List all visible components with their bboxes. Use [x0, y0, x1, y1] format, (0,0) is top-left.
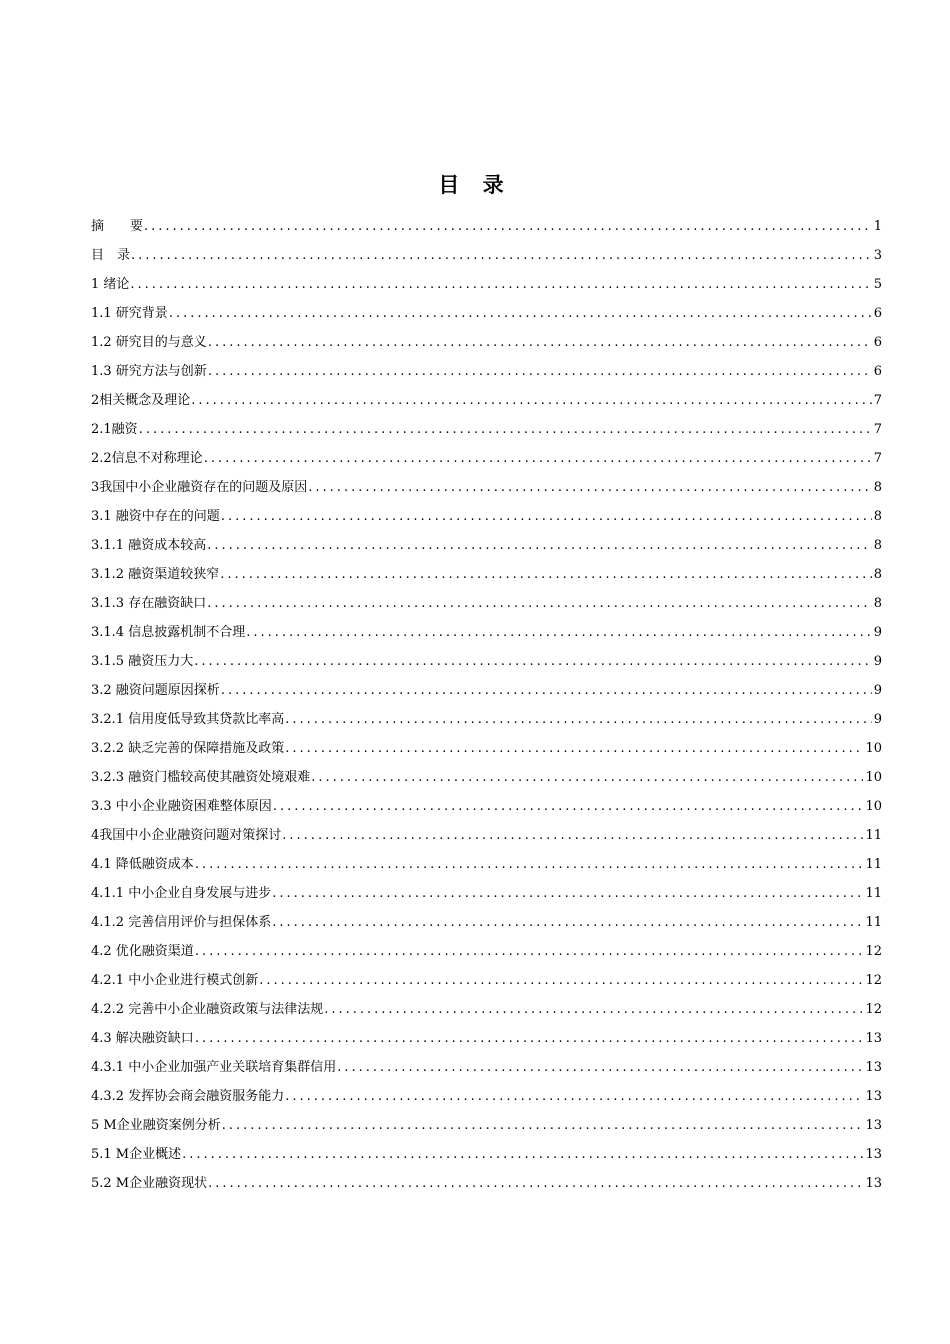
toc-entry-page-number: 13: [865, 1118, 882, 1133]
toc-dot-leader: [282, 821, 863, 850]
toc-dot-leader: [208, 1169, 863, 1198]
toc-entry-page-number: 10: [865, 770, 882, 785]
toc-entry-page-number: 10: [865, 741, 882, 756]
toc-dot-leader: [273, 792, 864, 821]
toc-entry-page-number: 8: [873, 480, 882, 495]
toc-entry[interactable]: [91, 328, 882, 357]
toc-dot-leader: [130, 270, 871, 299]
toc-entry[interactable]: [91, 966, 882, 995]
toc-dot-leader: [324, 995, 863, 1024]
toc-entry[interactable]: [91, 212, 882, 241]
toc-entry-page-number: 13: [865, 1176, 882, 1191]
toc-entry-label: 摘 要: [91, 219, 144, 234]
toc-entry[interactable]: [91, 734, 882, 763]
toc-entry-label: 4.1.1 中小企业自身发展与进步: [91, 886, 272, 901]
toc-entry-page-number: 8: [873, 567, 882, 582]
toc-entry-label: 3.1.3 存在融资缺口: [91, 596, 207, 611]
toc-entry[interactable]: [91, 1140, 882, 1169]
toc-entry-label: 3.1.1 融资成本较高: [91, 538, 207, 553]
toc-entry-label: 2.2信息不对称理论: [91, 451, 203, 466]
toc-dot-leader: [144, 212, 872, 241]
toc-entry-label: 3.2.3 融资门槛较高使其融资处境艰难: [91, 770, 311, 785]
toc-entry-page-number: 12: [865, 944, 882, 959]
toc-dot-leader: [207, 531, 872, 560]
toc-entry-page-number: 5: [873, 277, 882, 292]
toc-dot-leader: [272, 908, 863, 937]
toc-dot-leader: [169, 299, 872, 328]
toc-dot-leader: [337, 1053, 863, 1082]
toc-dot-leader: [207, 589, 872, 618]
toc-entry-page-number: 8: [873, 596, 882, 611]
toc-entry-page-number: 9: [873, 683, 882, 698]
toc-entry-label: 4.1 降低融资成本: [91, 857, 194, 872]
toc-entry-label: 5.2 M企业融资现状: [91, 1176, 208, 1191]
toc-entry[interactable]: [91, 589, 882, 618]
toc-dot-leader: [222, 1111, 864, 1140]
toc-dot-leader: [259, 966, 863, 995]
toc-entry-page-number: 6: [873, 364, 882, 379]
toc-dot-leader: [221, 676, 872, 705]
toc-entry[interactable]: [91, 647, 882, 676]
toc-dot-leader: [285, 705, 872, 734]
toc-dot-leader: [204, 444, 872, 473]
toc-entry-page-number: 7: [873, 393, 882, 408]
toc-entry[interactable]: [91, 705, 882, 734]
toc-entry-page-number: 12: [865, 973, 882, 988]
toc-entry-label: 3我国中小企业融资存在的问题及原因: [91, 480, 308, 495]
toc-entry-label: 2.1融资: [91, 422, 138, 437]
toc-entry-label: 1.3 研究方法与创新: [91, 364, 207, 379]
toc-entry-label: 4.2.2 完善中小企业融资政策与法律法规: [91, 1002, 324, 1017]
toc-entry[interactable]: [91, 937, 882, 966]
toc-dot-leader: [208, 328, 872, 357]
toc-entry-page-number: 12: [865, 1002, 882, 1017]
toc-entry-page-number: 13: [865, 1089, 882, 1104]
toc-entry[interactable]: [91, 850, 882, 879]
toc-entry[interactable]: [91, 1024, 882, 1053]
toc-entry-label: 5.1 M企业概述: [91, 1147, 182, 1162]
toc-entry[interactable]: [91, 531, 882, 560]
toc-entry[interactable]: [91, 386, 882, 415]
toc-entry-page-number: 9: [873, 712, 882, 727]
toc-entry-label: 3.2 融资问题原因探析: [91, 683, 220, 698]
toc-entry-page-number: 11: [865, 915, 882, 930]
toc-entry-label: 4.3.2 发挥协会商会融资服务能力: [91, 1089, 285, 1104]
toc-entry-label: 3.3 中小企业融资困难整体原因: [91, 799, 272, 814]
toc-dot-leader: [191, 386, 871, 415]
toc-entry-label: 3.2.2 缺乏完善的保障措施及政策: [91, 741, 285, 756]
toc-dot-leader: [139, 415, 872, 444]
toc-dot-leader: [272, 879, 863, 908]
toc-entry-label: 3.1 融资中存在的问题: [91, 509, 220, 524]
toc-entry-label: 3.1.5 融资压力大: [91, 654, 194, 669]
toc-dot-leader: [308, 473, 871, 502]
toc-entry-label: 2相关概念及理论: [91, 393, 191, 408]
toc-entry[interactable]: [91, 241, 882, 270]
toc-entry[interactable]: [91, 357, 882, 386]
toc-entry-page-number: 6: [873, 335, 882, 350]
toc-entry-page-number: 7: [873, 451, 882, 466]
toc-entry[interactable]: [91, 270, 882, 299]
toc-entry[interactable]: [91, 1053, 882, 1082]
toc-dot-leader: [195, 937, 864, 966]
toc-entry[interactable]: [91, 473, 882, 502]
toc-entry-label: 3.1.4 信息披露机制不合理: [91, 625, 246, 640]
toc-entry[interactable]: [91, 792, 882, 821]
toc-entry-page-number: 11: [865, 828, 882, 843]
toc-entry[interactable]: [91, 299, 882, 328]
toc-entry[interactable]: [91, 908, 882, 937]
page-title: 目 录: [438, 173, 512, 197]
toc-entry-label: 1.1 研究背景: [91, 306, 168, 321]
toc-dot-leader: [246, 618, 872, 647]
toc-entry-label: 3.1.2 融资渠道较狭窄: [91, 567, 220, 582]
toc-entry-label: 1.2 研究目的与意义: [91, 335, 207, 350]
toc-entry[interactable]: [91, 879, 882, 908]
toc-dot-leader: [131, 241, 872, 270]
toc-entry[interactable]: [91, 1082, 882, 1111]
toc-entry-page-number: 7: [873, 422, 882, 437]
toc-dot-leader: [194, 647, 872, 676]
toc-entry-page-number: 10: [865, 799, 882, 814]
toc-entry-label: 目 录: [91, 248, 131, 263]
toc-entry[interactable]: [91, 821, 882, 850]
toc-entry-page-number: 6: [873, 306, 882, 321]
toc-entry[interactable]: [91, 415, 882, 444]
toc-entry[interactable]: [91, 502, 882, 531]
toc-dot-leader: [195, 1024, 864, 1053]
toc-entry-label: 4我国中小企业融资问题对策探讨: [91, 828, 282, 843]
toc-dot-leader: [311, 763, 863, 792]
toc-entry[interactable]: [91, 995, 882, 1024]
toc-dot-leader: [285, 1082, 863, 1111]
toc-entry[interactable]: [91, 560, 882, 589]
toc-entry[interactable]: [91, 444, 882, 473]
toc-dot-leader: [182, 1140, 863, 1169]
toc-dot-leader: [220, 560, 872, 589]
toc-entry-page-number: 11: [865, 857, 882, 872]
toc-entry-page-number: 9: [873, 654, 882, 669]
toc-entry[interactable]: [91, 1111, 882, 1140]
toc-entry-page-number: 13: [865, 1147, 882, 1162]
toc-entry-page-number: 11: [865, 886, 882, 901]
toc-dot-leader: [285, 734, 863, 763]
toc-entry-page-number: 3: [873, 248, 882, 263]
toc-entry-page-number: 13: [865, 1031, 882, 1046]
table-of-contents: [91, 212, 882, 1198]
toc-entry[interactable]: [91, 676, 882, 705]
toc-entry[interactable]: [91, 618, 882, 647]
toc-entry-page-number: 1: [873, 219, 882, 234]
toc-entry-page-number: 9: [873, 625, 882, 640]
toc-dot-leader: [208, 357, 872, 386]
toc-entry-label: 1 绪论: [91, 277, 130, 292]
toc-entry-page-number: 8: [873, 538, 882, 553]
toc-entry-label: 3.2.1 信用度低导致其贷款比率高: [91, 712, 285, 727]
toc-entry[interactable]: [91, 1169, 882, 1198]
toc-entry-label: 4.2 优化融资渠道: [91, 944, 194, 959]
toc-entry-label: 4.1.2 完善信用评价与担保体系: [91, 915, 272, 930]
toc-dot-leader: [221, 502, 872, 531]
toc-entry[interactable]: [91, 763, 882, 792]
toc-dot-leader: [195, 850, 864, 879]
toc-entry-label: 4.3 解决融资缺口: [91, 1031, 194, 1046]
toc-entry-label: 5 M企业融资案例分析: [91, 1118, 221, 1133]
toc-entry-page-number: 8: [873, 509, 882, 524]
toc-entry-label: 4.2.1 中小企业进行模式创新: [91, 973, 259, 988]
toc-entry-label: 4.3.1 中小企业加强产业关联培育集群信用: [91, 1060, 337, 1075]
toc-entry-page-number: 13: [865, 1060, 882, 1075]
